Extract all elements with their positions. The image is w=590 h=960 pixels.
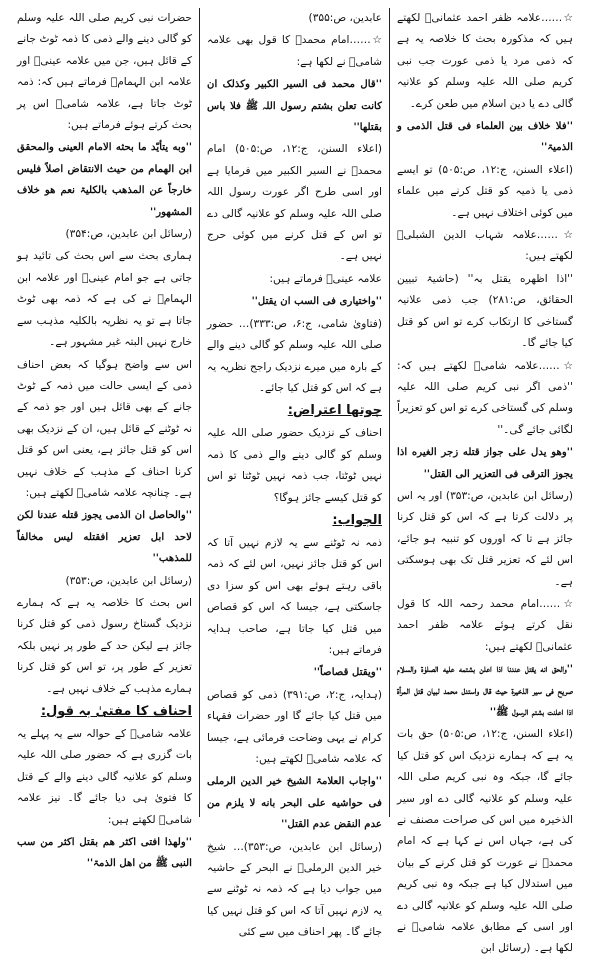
arabic-quote: ''وبه یتأیّد ما بحثه الامام العینی والمحقق ابن الهمام من حیث الانتقاض اصلاً فلیس خارجاً عن المذهب بالکلیۃ نعم هو خلاف المشهور'' xyxy=(17,141,192,218)
paragraph: ☆……علامہ شامیؒ لکھتے ہیں کہ: ''ذمی اگر نبی کریم صلی اللہ علیہ وسلم کی گستاخی کرے تو اس کو تعزیراً لگائی جائے گی۔'' xyxy=(397,359,573,436)
paragraph: حضرات نبی کریم صلی اللہ علیہ وسلم کو گالی دینے والے ذمی کا ذمہ ٹوٹ جانے کے قائل ہیں، جن میں علامہ عینیؒ اور علامہ ابن الہمامؒ فرماتے ہیں کہ: ذمہ ٹوٹ جاتا ہے، علامہ شامیؒ اس پر بحث کرتے ہوئے فرماتے ہیں: xyxy=(17,12,192,132)
paragraph: (اعلاء السنن، ج:۱۲، ص:۵۰۵) امام محمدؒ نے السیر الکبیر میں فرمایا ہے اور اسی طرح اگر عورت رسول اللہ صلی اللہ علیہ وسلم کو علانیہ گالی دے تو اس کے قتل کرنے میں کوئی حرج نہیں ہے۔ xyxy=(207,143,382,263)
arabic-quote: ''والحق انه یقتل عندنا اذا اعلن بشتمه علیه الصلوٰۃ والسلام صریح فی سیر الذخیرۃ حیث قال واستدل محمد لبیان قتل المرأۃ اذا اعلنت بشتم الرسول ﷺ'' xyxy=(397,663,573,718)
section-heading: چوتھا اعتراض: xyxy=(287,403,382,419)
paragraph: (ہدایہ، ج:۲، ص:۳۹۱) ذمی کو قصاص میں قتل کیا جائے گا اور حضرات فقہاء کرام نے یہی وضاحت فرمائی ہے، جیسا کہ علامہ شامیؒ لکھتے ہیں: xyxy=(207,688,383,765)
column-middle xyxy=(200,8,390,939)
paragraph: احناف کے نزدیک حضور صلی اللہ علیہ وسلم کو گالی دینے والے ذمی کا ذمہ نہیں ٹوٹتا، جب ذمہ نہیں ٹوٹتا تو اس کو قتل کیسے جائز ہوگا؟ xyxy=(207,427,382,504)
paragraph: ☆……امام محمدؒ کا قول بھی علامہ شامیؒ نے لکھا ہے: xyxy=(207,34,382,68)
section-heading: احناف کا مفتیٰ بہ قول: xyxy=(40,704,192,719)
column-right xyxy=(390,8,580,955)
paragraph: علامہ عینیؒ فرماتے ہیں: xyxy=(269,272,382,285)
paragraph: (رسائل ابن عابدین، ص:۳۵۳) اور یہ اس پر دلالت کرتا ہے کہ اس کو قتل کرنا جائز ہے تا کہ اوروں کو تنبیہ ہو جائے، اس لئے کہ تعزیر قتل تک بھی ہوسکتی ہے۔ xyxy=(397,489,573,588)
paragraph: عابدین، ص:۳۵۵) xyxy=(308,12,382,24)
arabic-quote: ''ولهذا افتی اکثر هم بقتل اکثر من سب النبی ﷺ من اهل الذمۃ'' xyxy=(17,836,192,870)
section-heading: الجواب: xyxy=(332,512,382,528)
paragraph: ہماری بحث سے اس بحث کی تائید ہو جاتی ہے جو امام عینیؒ اور علامہ ابن الہمامؒ نے کی ہے کہ ذمہ بھی ٹوٹ جاتا ہے تو یہ نظریہ بالکلیہ مذہب سے خارج نہیں البتہ غیر مشہور ہے۔ xyxy=(17,250,192,349)
column-left xyxy=(10,8,200,870)
paragraph: اس سے واضح ہوگیا کہ بعض احناف ذمی کے ایسی حالت میں ذمہ کے ٹوٹ جانے کے بھی قائل ہیں اور جو ذمہ کے نہ ٹوٹنے کے قائل ہیں، ان کے نزدیک بھی اس کو قتل جائز ہے، یعنی اس کو قتل کرنا احناف کے مذہب کے خلاف نہیں ہے۔ چنانچہ علامہ شامیؒ لکھتے ہیں: xyxy=(17,358,192,499)
arabic-quote: ''واختیاری فی السب ان یقتل'' xyxy=(251,295,382,308)
arabic-quote: ''والحاصل ان الذمی یجوز قتله عندنا لکن لاحد ابل تعزیر افقتله لیس مخالفاً للمذهب'' xyxy=(17,509,192,565)
citation: (رسائل ابن عابدین، ص:۳۵۴) xyxy=(65,228,192,241)
citation: (رسائل ابن عابدین، ص:۳۵۳) xyxy=(65,574,192,587)
paragraph: (اعلاء السنن، ج:۱۲، ص:۵۰۵) حق بات یہ ہے کہ ہمارے نزدیک اس کو قتل کیا جائے گا، جبکہ وہ نبی کریم صلی اللہ علیہ وسلم کو علانیہ گالی دے اور سیر الذخیرہ میں اس کی صراحت مصنف نے کی ہے، جہاں اس نے کہا ہے کہ امام محمدؒ نے عورت کو قتل کرنے کے بیان میں استدلال کیا ہے جبکہ وہ نبی کریم صلی اللہ علیہ وسلم کو علانیہ گالی دے اور اسی کے مطابق علامہ شامیؒ نے لکھا ہے۔ (رسائل ابن xyxy=(397,728,573,955)
paragraph: (رسائل ابن عابدین، ص:۳۵۳)… شیخ خیر الدین الرملیؒ نے البحر کے حاشیہ میں جواب دیا ہے کہ ذمہ نہ ٹوٹنے سے یہ لازم نہیں آتا کہ اس کو قتل نہیں کیا جائے گا۔ پھر احناف میں سے کئی xyxy=(207,840,382,939)
arabic-quote: ''وهو یدل علی جواز قتله زجر الغیره اذا یجوز الترقی فی التعزیر الی القتل'' xyxy=(397,446,573,480)
paragraph: ''اذا اظهره یقتل بہ'' (حاشیۃ تبیین الحقائق، ص:۲۸۱) جب ذمی علانیہ گستاخی کا ارتکاب کرے تو اس کو قتل کیا جائے گا۔ xyxy=(397,272,574,350)
paragraph: ☆……علامہ شہاب الدین الشبلیؒ لکھتے ہیں: xyxy=(397,229,573,263)
paragraph: ☆……علامہ ظفر احمد عثمانیؒ لکھتے ہیں کہ مذکورہ بحث کا خلاصہ یہ ہے کہ ذمی مرد یا ذمی عورت جب نبی کریم صلی اللہ علیہ وسلم کو علانیہ گالی دے یا دین اسلام میں طعن کرے۔ xyxy=(397,12,573,110)
arabic-quote: ''فلا خلاف بین العلماء فی قتل الذمی و الذمیۃ'' xyxy=(397,120,573,154)
arabic-quote: ''ویقتل قصاصاً'' xyxy=(313,666,382,679)
paragraph: (اعلاء السنن، ج:۱۲، ص:۵۰۵) تو ایسے ذمی یا ذمیہ کو قتل کرنے میں علماء میں کوئی اختلاف نہیں ہے۔ xyxy=(397,163,573,219)
paragraph: ☆……امام محمد رحمہ اللہ کا قول نقل کرتے ہوئے علامہ ظفر احمد عثمانیؒ لکھتے ہیں: xyxy=(397,597,573,653)
paragraph: ذمہ نہ ٹوٹنے سے یہ لازم نہیں آتا کہ اس کو قتل جائز نہیں، اس لئے کہ ذمہ باقی رہتے ہوئے بھی اس کو سزا دی جاسکتی ہے، جیسا کہ اس کو قصاص میں قتل کیا جاتا ہے، صاحب ہدایہ فرماتے ہیں: xyxy=(207,536,382,656)
arabic-quote: ''قال محمد فی السیر الکبیر وکذلک ان کانت تعلن بشتم رسول اللہ ﷺ فلا باس بقتلها'' xyxy=(207,78,382,134)
paragraph: (فتاویٰ شامی، ج:۶، ص:۳۳۳)… حضور صلی اللہ علیہ وسلم کو گالی دینے والے کے بارہ میں میرے نزدیک راجح نظریہ یہ ہے کہ اس کو قتل کیا جائے۔ xyxy=(207,317,383,394)
paragraph: اس بحث کا خلاصہ یہ ہے کہ ہمارے نزدیک گستاخ رسول ذمی کو قتل کرنا جائز ہے لیکن حد کے طور پر نہیں بلکہ تعزیر کے طور پر، تو اس کو قتل کرنا ہمارے مذہب کے خلاف نہیں ہے۔ xyxy=(17,596,192,695)
arabic-quote: ''واجاب العلامۃ الشیخ خیر الدین الرملی فی حواشیه علی البحر بانه لا یلزم من عدم النقض عدم القتل'' xyxy=(207,775,382,831)
paragraph: علامہ شامیؒ کے حوالہ سے یہ پہلے یہ بات گزری ہے کہ حضور صلی اللہ علیہ وسلم کو علانیہ گالی دینے والے کے قتل کا فتویٰ ہی دیا جائے گا۔ نیز علامہ شامیؒ لکھتے ہیں: xyxy=(17,728,192,826)
